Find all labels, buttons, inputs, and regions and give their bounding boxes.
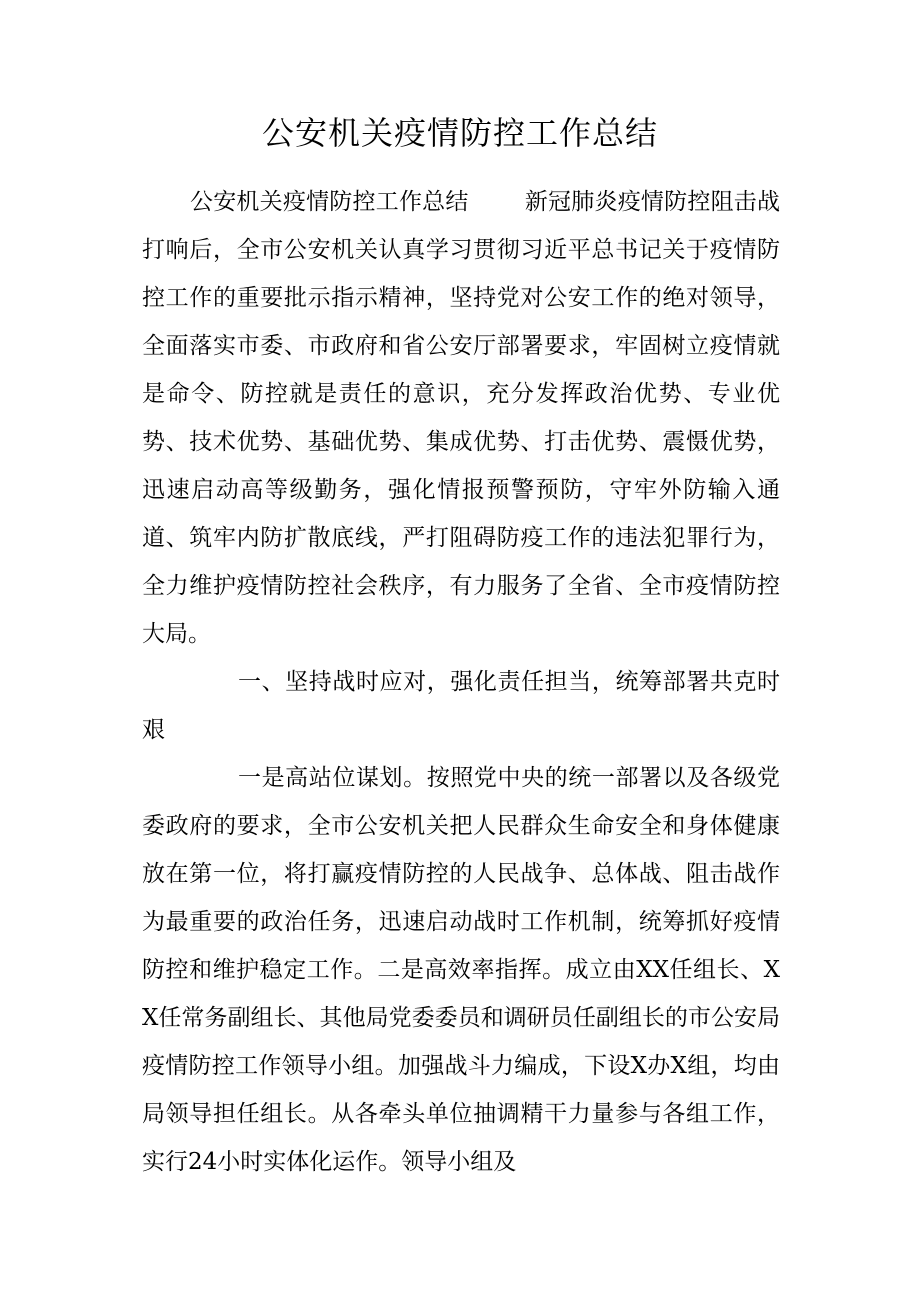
document-title: 公安机关疫情防控工作总结	[261, 114, 658, 152]
intro-paragraph	[142, 178, 780, 658]
section-1-heading: 一、坚持战时应对，强化责任担当，统筹部署共克时艰	[142, 669, 780, 743]
intro-text: 新冠肺炎疫情防控阻击战打响后，全市公安机关认真学习贯彻习近平总书记关于疫情防控工作的重要批示指示精神，坚持党对公安工作的绝对领导，全面落实市委、市政府和省公安厅部署要求，牢固树立疫情就是命令、防控就是责任的意识，充分发挥政治优势、专业优势、技术优势、基础优势、集成优势、打击优势、震慑优势，迅速启动高等级勤务，强化情报预警预防，守牢外防输入通道、筑牢内防扩散底线，严打阻碍防疫工作的违法犯罪行为，全力维护疫情防控社会秩序，有力服务了全省、全市疫情防控大局。	[142, 189, 781, 647]
document-body	[142, 178, 780, 1186]
section-1-body: 一是高站位谋划。按照党中央的统一部署以及各级党委政府的要求，全市公安机关把人民群众生命安全和身体健康放在第一位，将打赢疫情防控的人民战争、总体战、阻击战作为最重要的政治任务，迅速启动战时工作机制，统筹抓好疫情防控和维护稳定工作。二是高效率指挥。成立由XX任组长、XX任常务副组长、其他局党委委员和调研员任副组长的市公安局疫情防控工作领导小组。加强战斗力编成，下设X办X组，均由局领导担任组长。从各牵头单位抽调精干力量参与各组工作，实行24小时实体化运作。领导小组及	[142, 765, 780, 1175]
intro-label: 公安机关疫情防控工作总结	[190, 189, 469, 215]
